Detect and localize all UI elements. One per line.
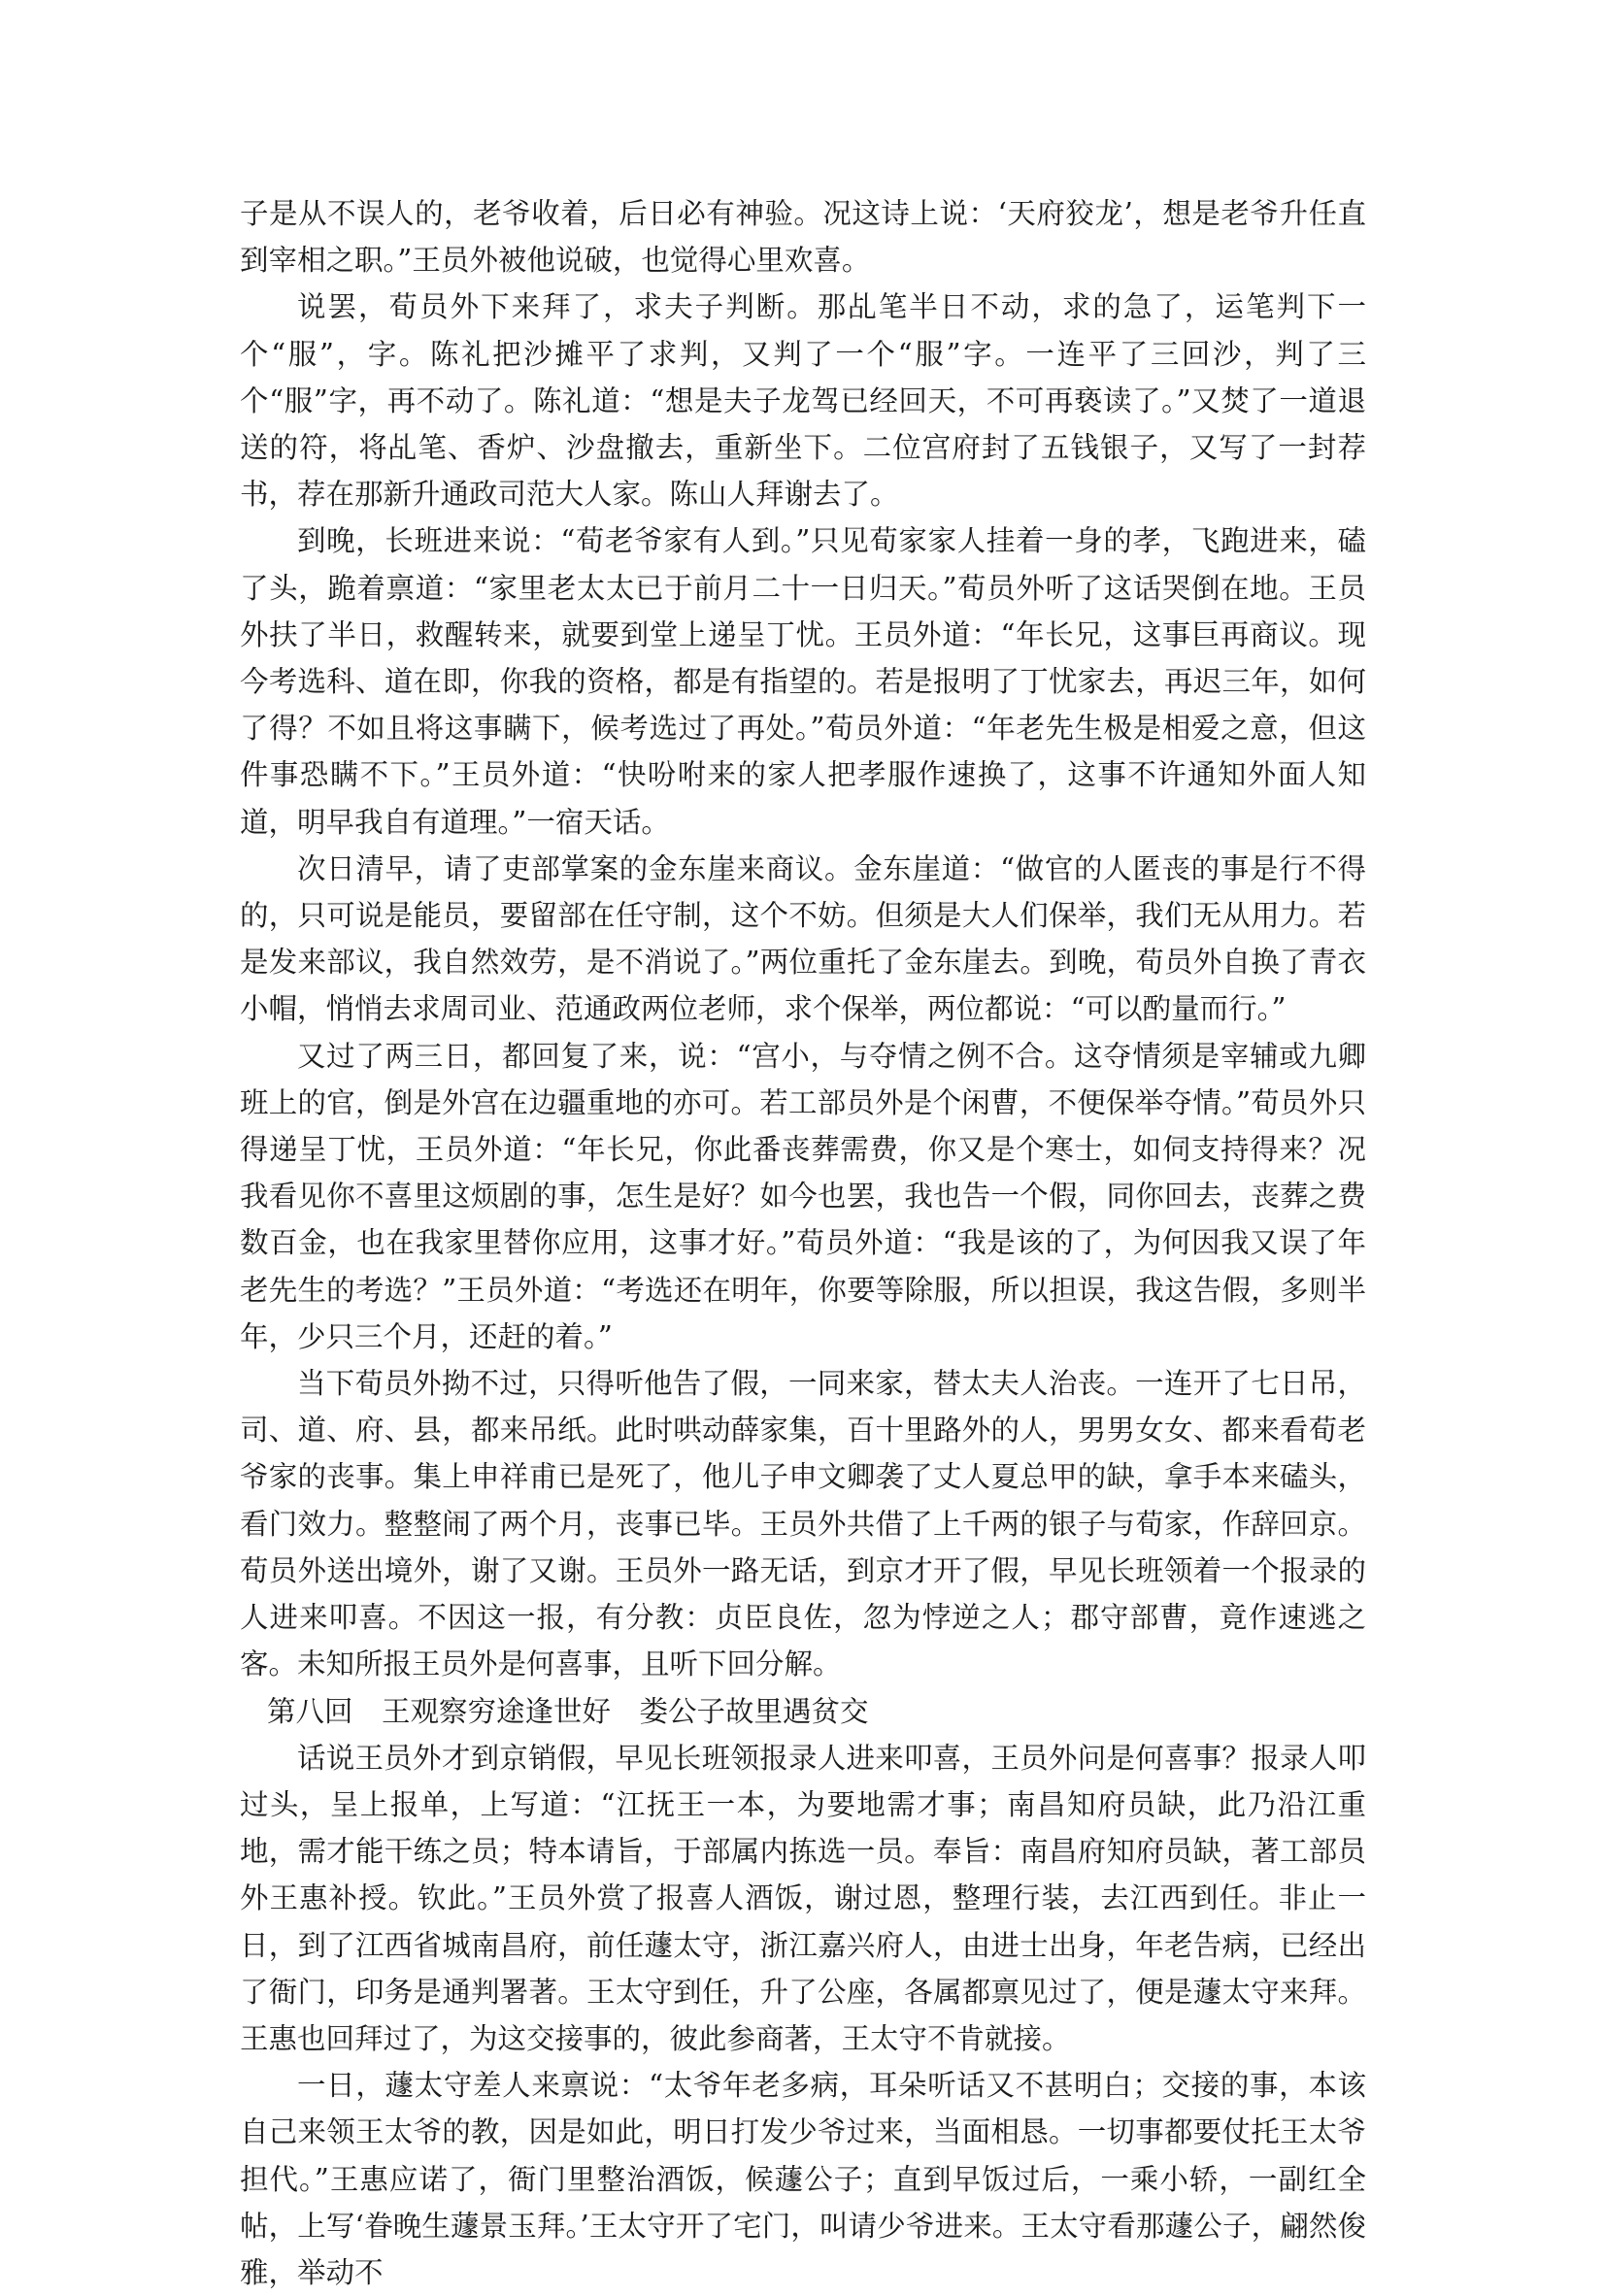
paragraph: 说罢，荀员外下来拜了，求夫子判断。那乩笔半日不动，求的急了，运笔判下一个“服”，字。陈礼把沙摊平了求判，又判了一个“服”字。一连平了三回沙，判了三个“服”字，再不动了。陈礼道：“想是夫子龙驾已经回天，不可再亵读了。”又焚了一道退送的符，将乩笔、香炉、沙盘撤去，重新坐下。二位宫府封了五钱银子，又写了一封荐书，荐在那新升通政司范大人家。陈山人拜谢去了。: [240, 290, 1366, 512]
paragraph: 话说王员外才到京销假，早见长班领报录人进来叩喜，王员外问是何喜事？报录人叩过头，呈上报单，上写道：“江抚王一本，为要地需才事；南昌知府员缺，此乃沿江重地，需才能干练之员；特本请旨，于部属内拣选一员。奉旨：南昌府知府员缺，著工部员外王惠补授。钦此。”王员外赏了报喜人酒饭，谢过恩，整理行装，去江西到任。非止一日，到了江西省城南昌府，前任蘧太守，浙江嘉兴府人，由进士出身，年老告病，已经出了衙门，印务是通判署著。王太守到任，升了公座，各属都禀见过了，便是蘧太守来拜。王惠也回拜过了，为这交接事的，彼此参商著，王太守不肯就接。: [240, 1741, 1366, 2055]
chapter-heading: 第八回 王观察穷途逢世好 娄公子故里遇贫交: [267, 1694, 869, 1728]
paragraph: 子是从不误人的，老爷收着，后日必有神验。况这诗上说：‘天府狡龙’，想是老爷升任直到宰相之职。”王员外被他说破，也觉得心里欢喜。: [240, 197, 1366, 278]
document-body: [240, 190, 1366, 2296]
paragraph: 一日，蘧太守差人来禀说：“太爷年老多病，耳朵听话又不甚明白；交接的事，本该自己来领王太爷的教，因是如此，明日打发少爷过来，当面相恳。一切事都要仗托王太爷担代。”王惠应诺了，衙门里整治酒饭，候蘧公子；直到早饭过后，一乘小轿，一副红全帖，上写‘眷晚生蘧景玉拜。’王太守开了宅门，叫请少爷进来。王太守看那蘧公子，翩然俊雅，举动不: [240, 2069, 1366, 2289]
paragraph: 到晚，长班进来说：“荀老爷家有人到。”只见荀家家人挂着一身的孝，飞跑进来，磕了头，跪着禀道：“家里老太太已于前月二十一日归天。”荀员外听了这话哭倒在地。王员外扶了半日，救醒转来，就要到堂上递呈丁忧。王员外道：“年长兄，这事巨再商议。现今考选科、道在即，你我的资格，都是有指望的。若是报明了丁忧家去，再迟三年，如何了得？不如且将这事瞒下，候考选过了再处。”荀员外道：“年老先生极是相爱之意，但这件事恐瞒不下。”王员外道：“快吩咐来的家人把孝服作速换了，这事不许通知外面人知道，明早我自有道理。”一宿天话。: [240, 524, 1366, 839]
paragraph: 当下荀员外拗不过，只得听他告了假，一同来家，替太夫人治丧。一连开了七日吊，司、道、府、县，都来吊纸。此时哄动薛家集，百十里路外的人，男男女女、都来看荀老爷家的丧事。集上申祥甫已是死了，他儿子申文卿袭了丈人夏总甲的缺，拿手本来磕头，看门效力。整整闹了两个月，丧事已毕。王员外共借了上千两的银子与荀家，作辞回京。荀员外送出境外，谢了又谢。王员外一路无话，到京才开了假，早见长班领着一个报录的人进来叩喜。不因这一报，有分教：贞臣良佐，忽为悖逆之人；郡守部曹，竟作速逃之客。未知所报王员外是何喜事，且听下回分解。: [240, 1367, 1366, 1681]
paragraph: 次日清早，请了吏部掌案的金东崖来商议。金东崖道：“做官的人匿丧的事是行不得的，只可说是能员，要留部在任守制，这个不妨。但须是大人们保举，我们无从用力。若是发来部议，我自然效劳，是不消说了。”两位重托了金东崖去。到晚，荀员外自换了青衣小帽，悄悄去求周司业、范通政两位老师，求个保举，两位都说：“可以酌量而行。”: [240, 851, 1366, 1026]
paragraph: 又过了两三日，都回复了来，说：“宫小，与夺情之例不合。这夺情须是宰辅或九卿班上的官，倒是外宫在边疆重地的亦可。若工部员外是个闲曹，不便保举夺情。”荀员外只得递呈丁忧，王员外道：“年长兄，你此番丧葬需费，你又是个寒士，如伺支持得来？况我看见你不喜里这烦剧的事，怎生是好？如今也罢，我也告一个假，同你回去，丧葬之费数百金，也在我家里替你应用，这事才好。”荀员外道：“我是该的了，为何因我又误了年老先生的考选？”王员外道：“考选还在明年，你要等除服，所以担误，我这告假，多则半年，少只三个月，还赶的着。”: [240, 1039, 1366, 1353]
